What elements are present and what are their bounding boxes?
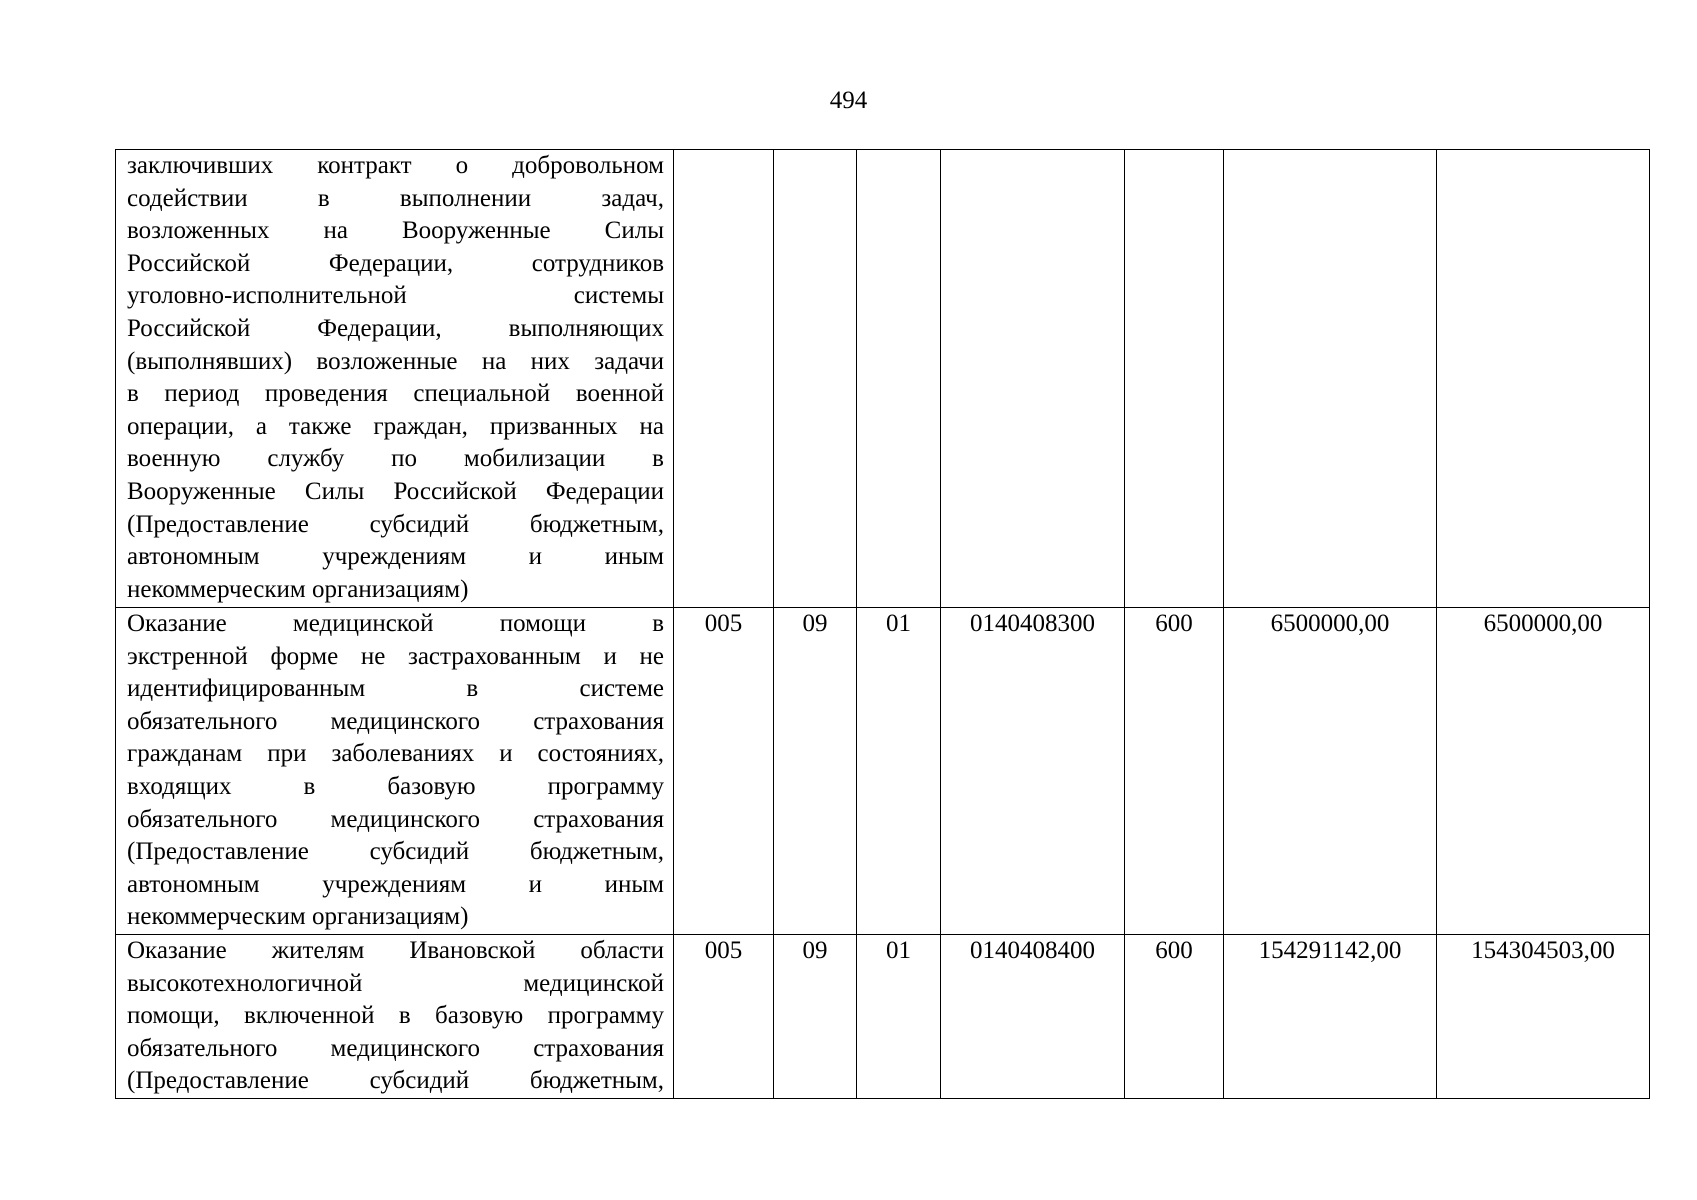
description-line: в период проведения специальной военной <box>127 380 664 408</box>
subsection-code-cell <box>857 935 941 1099</box>
description-line: высокотехнологичной медицинской <box>127 969 664 997</box>
ministry-code: 005 <box>704 610 743 637</box>
description-line: обязательного медицинского страхования <box>127 805 664 833</box>
description-line: Российской Федерации, выполняющих <box>127 314 664 342</box>
target-article-code: 0140408400 <box>970 937 1095 964</box>
description-line: (выполнявших) возложенные на них задачи <box>127 347 664 375</box>
description-line: обязательного медицинского страхования <box>127 1034 664 1062</box>
table-row <box>116 608 1650 935</box>
description-line: Вооруженные Силы Российской Федерации <box>127 477 664 505</box>
description-line: входящих в базовую программу <box>127 772 664 800</box>
section-code: 09 <box>802 937 828 964</box>
description-line: некоммерческим организациям) <box>127 575 469 603</box>
subsection-code: 01 <box>886 937 911 964</box>
description-line: помощи, включенной в базовую программу <box>127 1002 664 1030</box>
description-line: (Предоставление субсидий бюджетным, <box>127 838 664 866</box>
description-line: гражданам при заболеваниях и состояниях, <box>127 740 664 768</box>
ministry-code-cell <box>674 608 774 935</box>
expense-type-cell <box>1125 935 1224 1099</box>
description-line: содействии в выполнении задач, <box>127 184 664 212</box>
amount-2-cell <box>1437 608 1650 935</box>
description-line: (Предоставление субсидий бюджетным, <box>127 1067 664 1095</box>
amount-1-cell <box>1224 935 1437 1099</box>
description-line: заключивших контракт о добровольном <box>127 152 664 179</box>
amount-2-cell <box>1437 150 1650 608</box>
description-line: (Предоставление субсидий бюджетным, <box>127 510 664 538</box>
section-code-cell <box>774 608 857 935</box>
section-code-cell <box>774 150 857 608</box>
target-article-cell <box>941 150 1125 608</box>
description-line: Оказание жителям Ивановской области <box>127 937 664 964</box>
description-line: операции, а также граждан, призванных на <box>127 412 664 440</box>
description-line: некоммерческим организациям) <box>127 903 469 931</box>
amount-1: 6500000,00 <box>1270 610 1390 637</box>
target-article-cell <box>941 935 1125 1099</box>
expense-type-cell <box>1125 150 1224 608</box>
description-cell <box>116 150 674 608</box>
amount-1-cell <box>1224 608 1437 935</box>
table-row <box>116 150 1650 608</box>
subsection-code-cell <box>857 608 941 935</box>
amount-2: 154304503,00 <box>1471 937 1615 964</box>
description-line: Российской Федерации, сотрудников <box>127 249 664 277</box>
description-line: Оказание медицинской помощи в <box>127 610 664 637</box>
expense-type-code: 600 <box>1155 937 1193 964</box>
amount-2-cell <box>1437 935 1650 1099</box>
subsection-code-cell <box>857 150 941 608</box>
budget-table <box>115 149 1650 1099</box>
target-article-code: 0140408300 <box>970 610 1095 637</box>
target-article-cell <box>941 608 1125 935</box>
description-line: экстренной форме не застрахованным и не <box>127 642 664 670</box>
section-code: 09 <box>802 610 828 637</box>
description-line: возложенных на Вооруженные Силы <box>127 217 664 245</box>
description-cell <box>116 935 674 1099</box>
description-line: обязательного медицинского страхования <box>127 707 664 735</box>
expense-type-code: 600 <box>1155 610 1193 637</box>
description-cell <box>116 608 674 935</box>
ministry-code-cell <box>674 935 774 1099</box>
expense-type-cell <box>1125 608 1224 935</box>
description-line: идентифицированным в системе <box>127 675 664 703</box>
subsection-code: 01 <box>886 610 911 637</box>
page-number: 494 <box>829 87 868 114</box>
amount-1-cell <box>1224 150 1437 608</box>
section-code-cell <box>774 935 857 1099</box>
description-line: военную службу по мобилизации в <box>127 445 664 473</box>
ministry-code-cell <box>674 150 774 608</box>
description-line: уголовно-исполнительной системы <box>127 282 664 310</box>
amount-1: 154291142,00 <box>1258 937 1402 964</box>
description-line: автономным учреждениям и иным <box>127 543 664 571</box>
amount-2: 6500000,00 <box>1483 610 1603 637</box>
ministry-code: 005 <box>704 937 743 964</box>
description-line: автономным учреждениям и иным <box>127 870 664 898</box>
table-row <box>116 935 1650 1099</box>
